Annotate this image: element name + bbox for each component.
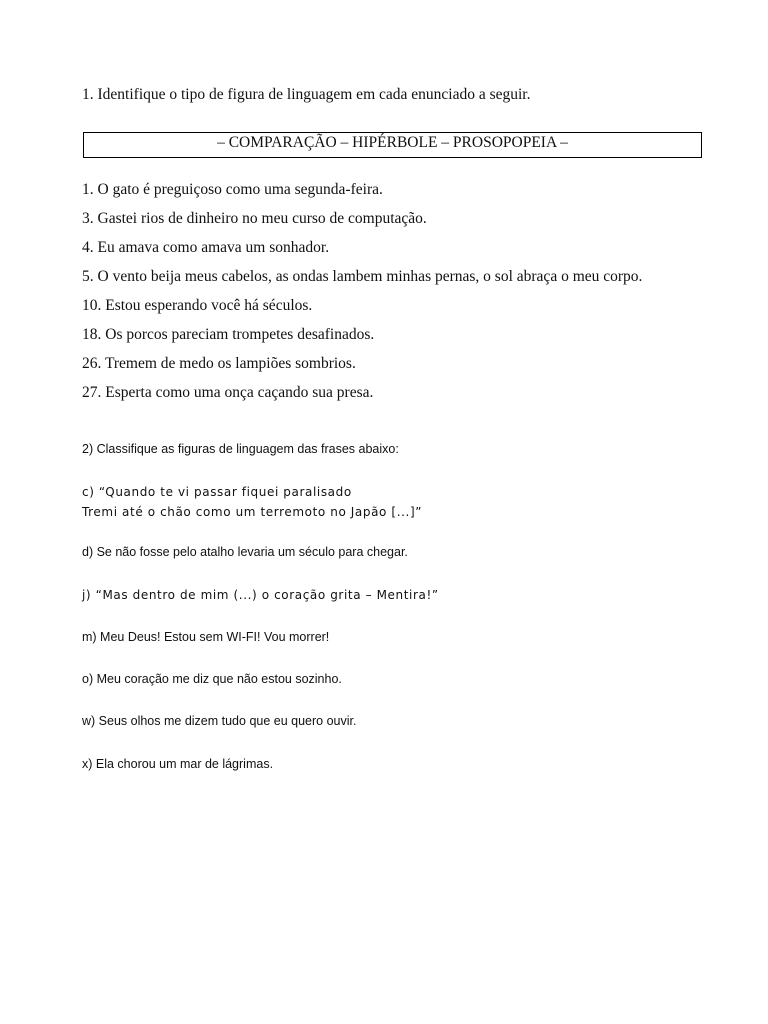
list-item: 4. Eu amava como amava um sonhador.: [82, 239, 330, 256]
list-item: 27. Esperta como uma onça caçando sua presa.: [82, 384, 374, 401]
question-1-title: 1. Identifique o tipo de figura de linguagem em cada enunciado a seguir.: [82, 86, 531, 103]
question-2-title: 2) Classifique as figuras de linguagem das frases abaixo:: [82, 442, 399, 456]
item-c-line-2: Tremi até o chão como um terremoto no Japão [...]”: [82, 505, 423, 519]
item-c-line-1: c) “Quando te vi passar fiquei paralisado: [82, 485, 352, 499]
question-2-item-m: m) Meu Deus! Estou sem WI-FI! Vou morrer!: [82, 630, 330, 644]
question-2-item-d: d) Se não fosse pelo atalho levaria um século para chegar.: [82, 545, 408, 559]
question-2-item-c: [82, 482, 422, 522]
list-item: 18. Os porcos pareciam trompetes desafinados.: [82, 326, 375, 343]
question-2-item-j: j) “Mas dentro de mim (...) o coração grita – Mentira!”: [82, 588, 439, 602]
question-2-item-o: o) Meu coração me diz que não estou sozinho.: [82, 672, 342, 686]
options-box: – COMPARAÇÃO – HIPÉRBOLE – PROSOPOPEIA –: [83, 132, 702, 158]
list-item: 5. O vento beija meus cabelos, as ondas lambem minhas pernas, o sol abraça o meu corpo.: [82, 268, 643, 285]
question-2-item-w: w) Seus olhos me dizem tudo que eu quero ouvir.: [82, 714, 357, 728]
list-item: 10. Estou esperando você há séculos.: [82, 297, 313, 314]
question-1-list: [82, 180, 642, 412]
list-item: 3. Gastei rios de dinheiro no meu curso de computação.: [82, 210, 427, 227]
list-item: 26. Tremem de medo os lampiões sombrios.: [82, 355, 356, 372]
list-item: 1. O gato é preguiçoso como uma segunda-feira.: [82, 181, 383, 198]
question-2-item-x: x) Ela chorou um mar de lágrimas.: [82, 757, 274, 771]
